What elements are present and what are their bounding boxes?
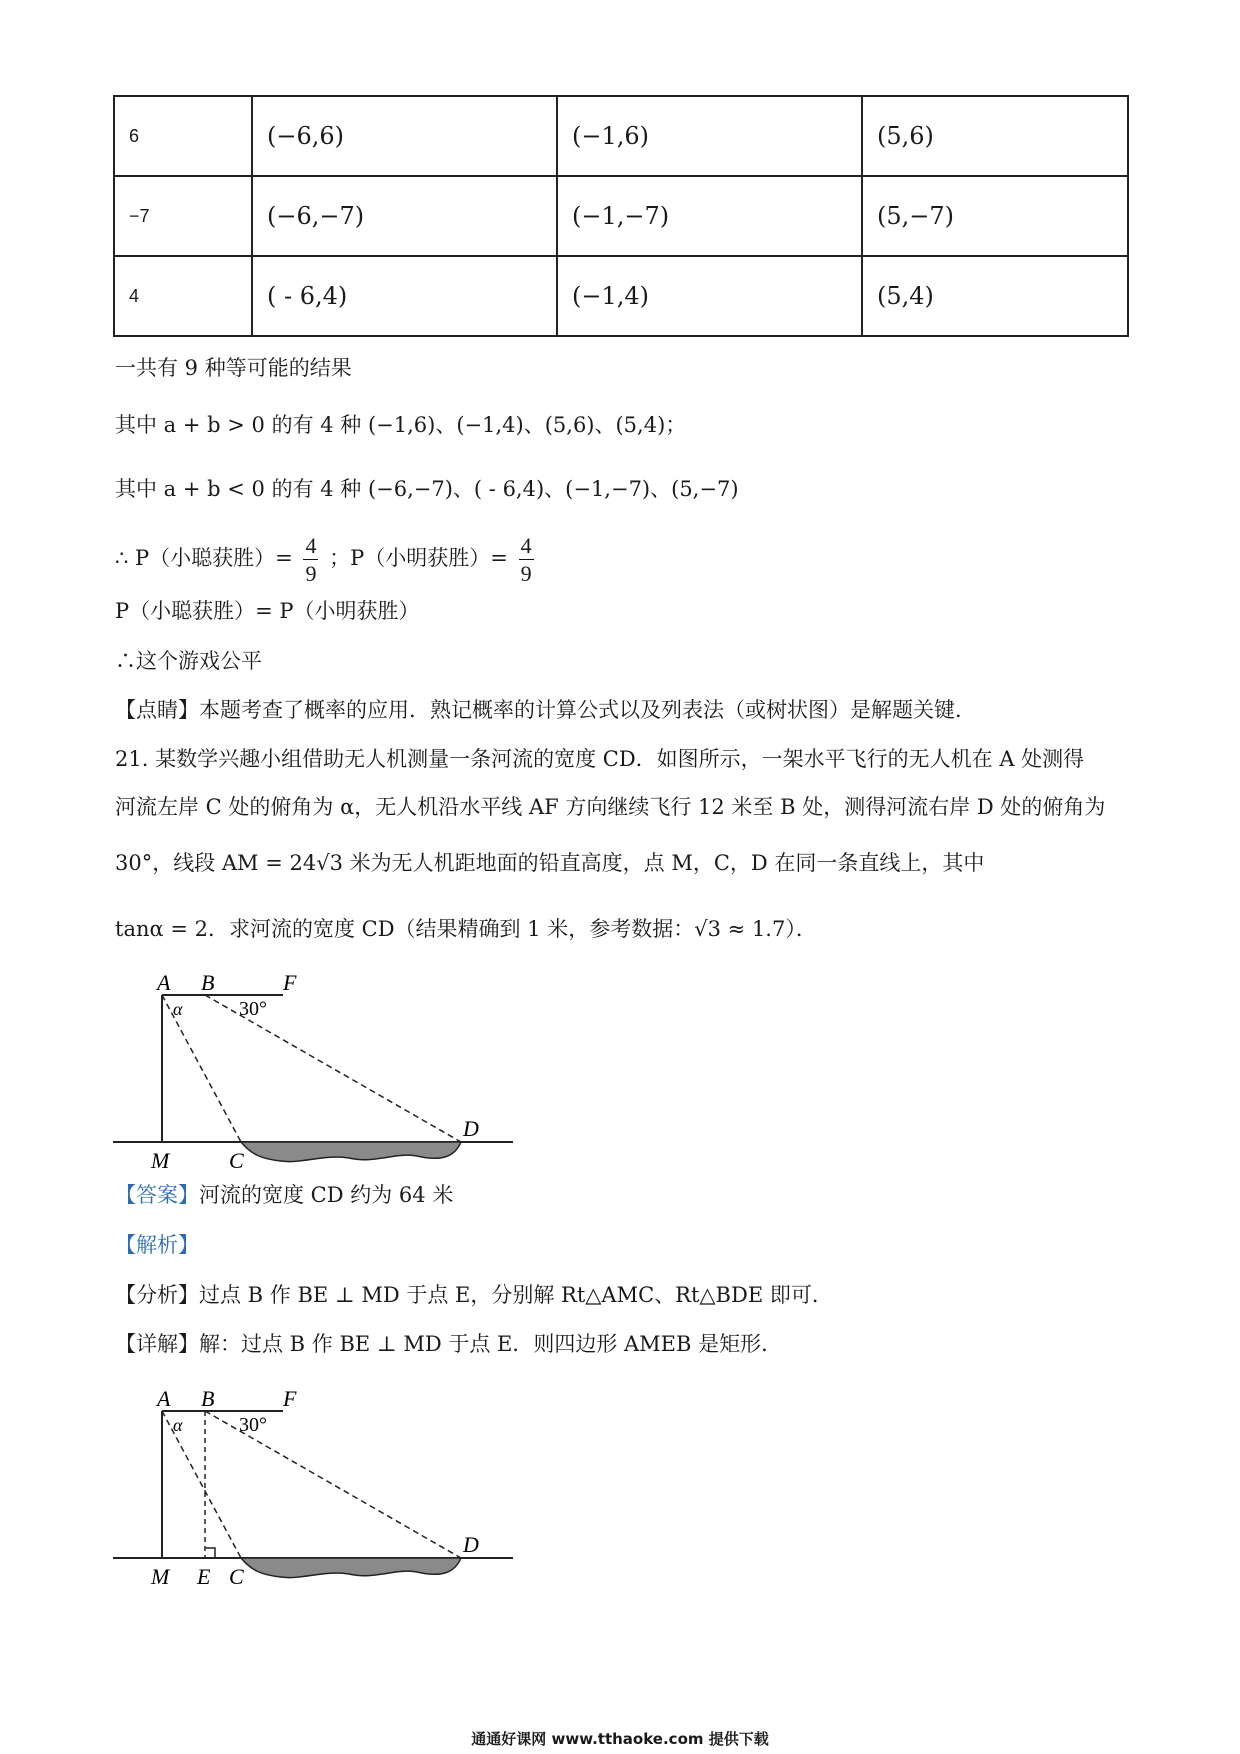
table-cell: (−6,6)	[252, 96, 557, 176]
equal-probability-text: P（小聪获胜）= P（小明获胜）	[115, 599, 420, 623]
answer-tag: 【答案】	[115, 1183, 199, 1207]
label-a: A	[157, 1386, 171, 1411]
question-line-2: 河流左岸 C 处的俯角为 α，无人机沿水平线 AF 方向继续飞行 12 米至 B 处，测得河流右岸 D 处的俯角为	[115, 795, 1106, 819]
river-shape	[241, 1558, 461, 1578]
label-d: D	[463, 1532, 479, 1557]
fair-game-text: ∴这个游戏公平	[115, 649, 262, 673]
label-alpha: α	[173, 999, 183, 1019]
probability-line	[115, 530, 538, 586]
label-f: F	[283, 970, 297, 995]
row-header: 4	[114, 256, 252, 336]
label-f: F	[283, 1386, 297, 1411]
table-cell: (5,6)	[862, 96, 1128, 176]
label-angle: 30°	[239, 1414, 267, 1436]
label-m: M	[151, 1564, 170, 1589]
answer-line	[115, 1180, 453, 1210]
question-line-3: 30°，线段 AM = 24√3 米为无人机距地面的铅直高度，点 M，C，D 在同一条直线上，其中	[115, 851, 985, 875]
label-d: D	[463, 1116, 479, 1141]
label-a: A	[157, 970, 171, 995]
label-b: B	[201, 970, 215, 995]
question-line-4: tanα = 2．求河流的宽度 CD（结果精确到 1 米，参考数据：√3 ≈ 1.7）．	[115, 917, 817, 941]
drone-figure-1	[105, 970, 525, 1175]
river-shape	[241, 1142, 461, 1162]
label-alpha: α	[173, 1415, 183, 1435]
jiexi-tag: 【解析】	[115, 1233, 199, 1257]
label-c: C	[229, 1564, 244, 1589]
right-angle-mark	[205, 1548, 215, 1558]
question-line-1: 21. 某数学兴趣小组借助无人机测量一条河流的宽度 CD．如图所示，一架水平飞行的无人机在 A 处测得	[115, 747, 1085, 771]
prob-mingsheng-label: ；P（小明获胜）=	[329, 546, 508, 570]
label-b: B	[201, 1386, 215, 1411]
label-angle: 30°	[239, 998, 267, 1020]
row-header: 6	[114, 96, 252, 176]
total-outcomes-text: 一共有 9 种等可能的结果	[115, 356, 352, 380]
fraction: $\frac{4}{9}$	[520, 532, 532, 586]
table-cell: (5,−7)	[862, 176, 1128, 256]
table-row	[114, 256, 1128, 336]
table-cell: (−1,−7)	[557, 176, 862, 256]
page-footer: 通通好课网 www.tthaoke.com 提供下载	[471, 1730, 769, 1748]
label-c: C	[229, 1148, 244, 1173]
negative-sum-text: 其中 a + b < 0 的有 4 种 (−6,−7)、( - 6,4)、(−1,−7)、(5,−7)	[115, 477, 739, 501]
fenxi-text: 【分析】过点 B 作 BE ⊥ MD 于点 E，分别解 Rt△AMC、Rt△BDE 即可．	[115, 1283, 833, 1307]
table-row	[114, 96, 1128, 176]
fraction: $\frac{4}{9}$	[305, 532, 317, 586]
table-cell: (−1,4)	[557, 256, 862, 336]
table-cell: (−6,−7)	[252, 176, 557, 256]
table-cell: (−1,6)	[557, 96, 862, 176]
xiangjie-text: 【详解】解：过点 B 作 BE ⊥ MD 于点 E．则四边形 AMEB 是矩形．	[115, 1332, 783, 1356]
prob-congsheng-label: ∴ P（小聪获胜）=	[115, 546, 293, 570]
row-header: −7	[114, 176, 252, 256]
answer-text: 河流的宽度 CD 约为 64 米	[199, 1183, 454, 1207]
label-e: E	[197, 1564, 211, 1589]
table-cell: ( - 6,4)	[252, 256, 557, 336]
table-cell: (5,4)	[862, 256, 1128, 336]
possibility-table	[113, 95, 1129, 337]
label-m: M	[151, 1148, 170, 1173]
dianjing-text: 【点睛】本题考查了概率的应用．熟记概率的计算公式以及列表法（或树状图）是解题关键．	[115, 698, 976, 722]
table-row	[114, 176, 1128, 256]
drone-figure-2	[105, 1386, 525, 1591]
positive-sum-text: 其中 a + b > 0 的有 4 种 (−1,6)、(−1,4)、(5,6)、(5,4)；	[115, 413, 687, 437]
